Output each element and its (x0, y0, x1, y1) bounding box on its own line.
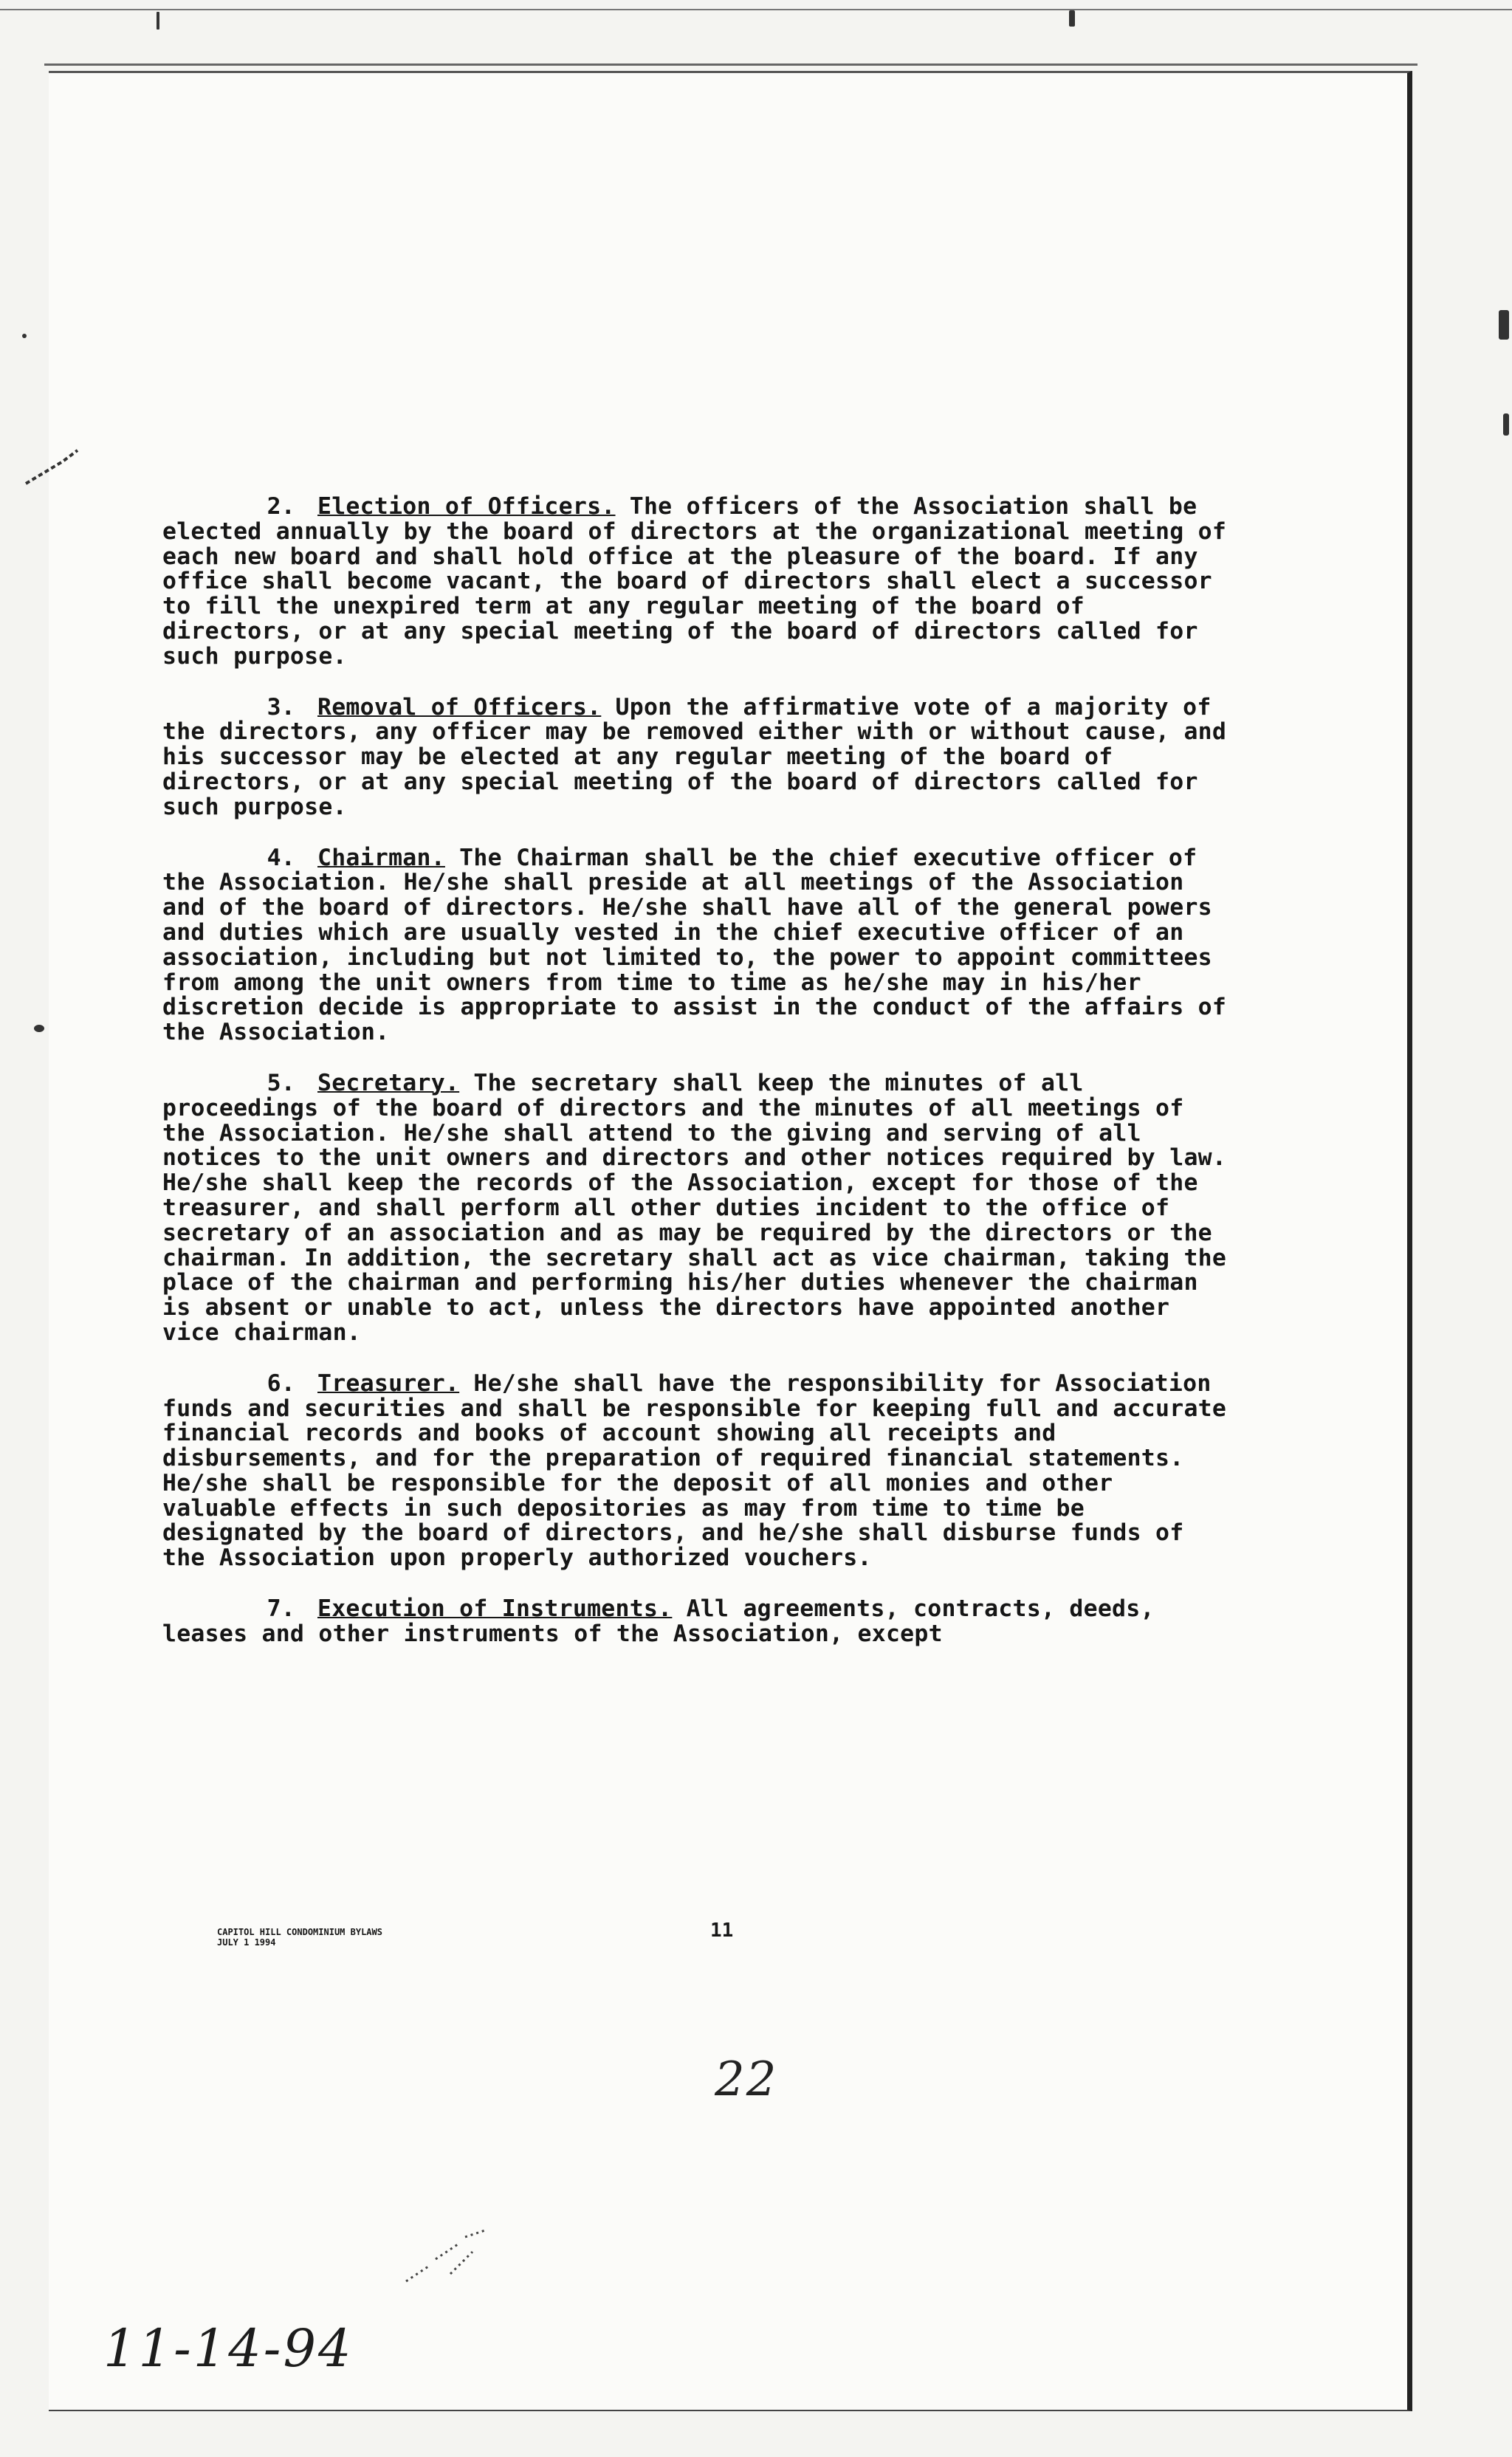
paragraph-text: All agreements, contracts, deeds, leases and other instruments of the Association, except (162, 1595, 1155, 1647)
paragraph-chairman (162, 846, 1240, 1045)
scan-smudge (399, 2222, 502, 2289)
scan-speck (1069, 10, 1075, 27)
scan-speck (1503, 413, 1509, 436)
paragraph-number: 4. (267, 844, 295, 871)
paragraph-heading: Removal of Officers. (317, 693, 602, 721)
paragraph-number: 7. (267, 1595, 295, 1623)
scan-speck (22, 334, 27, 338)
scan-speck (157, 12, 159, 30)
paragraph-text: The Chairman shall be the chief executive officer of the Association. He/she shall preside at all meetings of the Association and of the board of directors. He/she shall have all of the general powers and duties which are usually vested in the chief executive officer of an association, including but not limited to, the power to appoint committees from among the unit owners from time to time as he/she may in his/her discretion decide is appropriate to assist in the conduct of the affairs of the Association. (162, 844, 1227, 1046)
paragraph-number: 2. (267, 493, 295, 520)
paragraph-heading: Treasurer. (317, 1370, 460, 1397)
scan-speck (34, 1025, 44, 1032)
paragraph-heading: Execution of Instruments. (317, 1595, 673, 1623)
paragraph-heading: Secretary. (317, 1069, 460, 1096)
scan-page-edge (44, 63, 1418, 66)
paragraph-text: The officers of the Association shall be elected annually by the board of directors at the organizational meeting of each new board and shall hold office at the pleasure of the board. If any office shall become vacant, the board of directors shall elect a successor to fill the unexpired term at any regular meeting of the board of directors, or at any special meeting of the board of directors called for such purpose. (162, 493, 1227, 670)
handwritten-page-number: 22 (715, 2052, 778, 2107)
paragraph-heading: Chairman. (317, 844, 445, 871)
paragraph-number: 3. (267, 693, 295, 721)
paragraph-number: 6. (267, 1370, 295, 1397)
paragraph-treasurer (162, 1372, 1240, 1571)
paragraph-execution-of-instruments (162, 1597, 1240, 1647)
paragraph-election-of-officers (162, 495, 1240, 670)
paragraph-text: Upon the affirmative vote of a majority of the directors, any officer may be removed either with or without cause, and his successor may be elected at any regular meeting of the board of directors, or at any special meeting of the board of directors called for such purpose. (162, 693, 1227, 820)
footer-doc-title: CAPITOL HILL CONDOMINIUM BYLAWS (217, 1927, 382, 1937)
handwritten-date: 11-14-94 (103, 2318, 354, 2379)
paragraph-removal-of-officers (162, 695, 1240, 820)
paragraph-number: 5. (267, 1069, 295, 1096)
bylaws-body (162, 495, 1240, 1673)
document-footer-id (217, 1927, 382, 1948)
scan-speck (1499, 310, 1509, 340)
scan-top-edge (0, 9, 1512, 10)
paragraph-text: The secretary shall keep the minutes of all proceedings of the board of directors and the minutes of all meetings of the Association. He/she shall attend to the giving and serving of all notices to the unit owners and directors and other notices required by law. He/she shall keep the records of the Association, except for those of the treasurer, and shall perform all other duties incident to the office of secretary of an association and as may be required by the directors or the chairman. In addition, the secretary shall act as vice chairman, taking the place of the chairman and performing his/her duties whenever the chairman is absent or unable to act, unless the directors have appointed another vice chairman. (162, 1069, 1227, 1346)
paragraph-heading: Election of Officers. (317, 493, 616, 520)
scan-smudge (22, 443, 81, 487)
paragraph-secretary (162, 1071, 1240, 1346)
page-number: 11 (710, 1920, 734, 1942)
paragraph-text: He/she shall have the responsibility for Association funds and securities and shall be responsible for keeping full and accurate financial records and books of account showing all receipts and disbursements, and for the preparation of required financial statements. He/she shall be responsible for the deposit of all monies and other valuable effects in such depositories as may from time to time be designated by the board of directors, and he/she shall disburse funds of the Association upon properly authorized vouchers. (162, 1370, 1227, 1572)
footer-doc-date: JULY 1 1994 (217, 1937, 276, 1948)
